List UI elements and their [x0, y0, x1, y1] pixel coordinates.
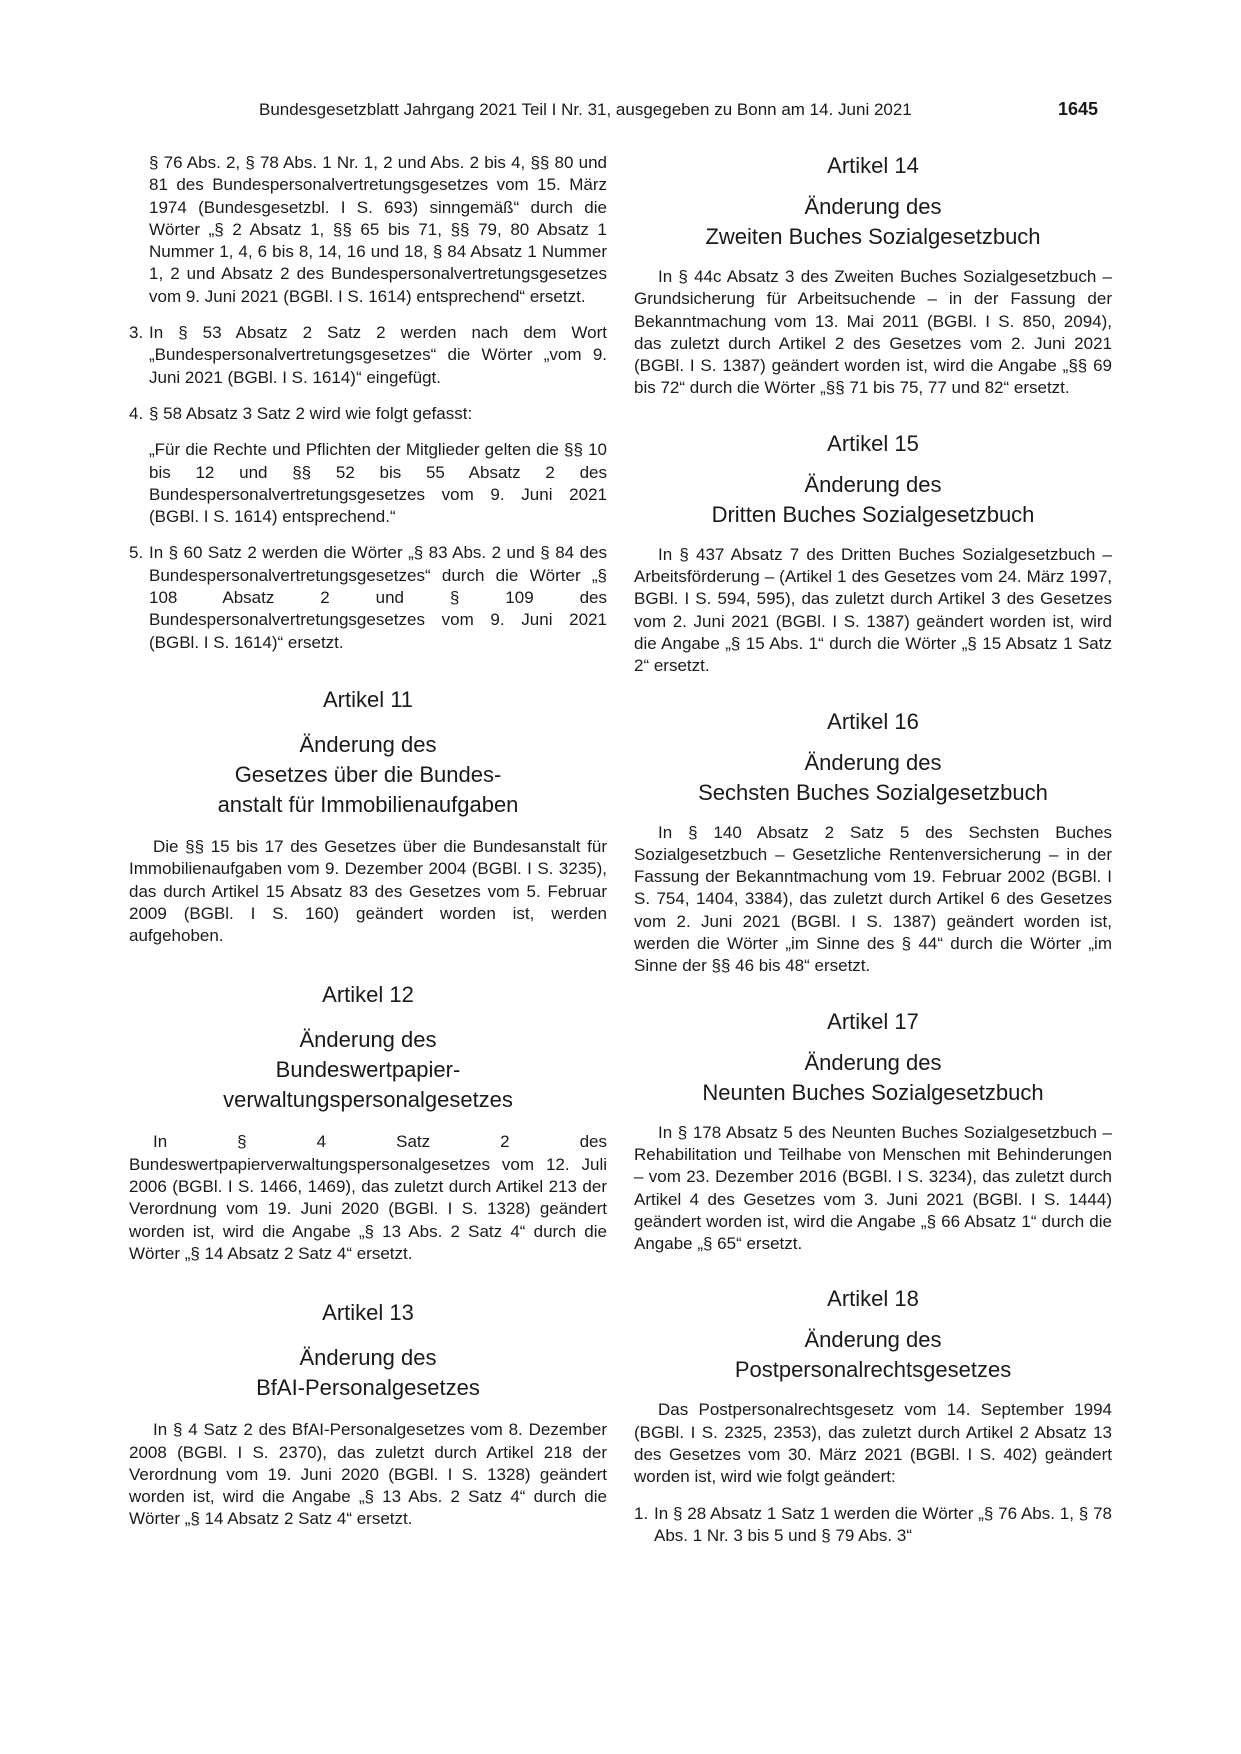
article-title-line: verwaltungspersonalgesetzes [223, 1087, 513, 1113]
list-item [129, 322, 607, 389]
article-body: In § 44c Absatz 3 des Zweiten Buches Sozialgesetzbuch – Grundsicherung für Arbeitsuchende – in der Fassung der Bekanntmachung vom 13. Mai 2011 (BGBl. I S. 850, 2094), das zuletzt durch Artikel 2 des Gesetzes vom 2. Juni 2021 (BGBl. I S. 1387) geändert worden ist, wird die Angabe „§§ 69 bis 72“ durch die Wörter „§§ 71 bis 75, 77 und 82“ ersetzt. [634, 267, 1112, 398]
running-header [0, 100, 1241, 128]
list-item [634, 1503, 1112, 1548]
article-title-line: Gesetzes über die Bundes- [234, 761, 502, 787]
list-number: 5. [129, 543, 144, 563]
article-body: Die §§ 15 bis 17 des Gesetzes über die Bundesanstalt für Immobilienaufgaben vom 9. Dezember 2004 (BGBl. I S. 3235), das durch Artikel 15 Absatz 83 des Gesetzes vom 5. Februar 2009 (BGBl. I S. 160) geändert worden ist, werden aufgehoben. [129, 836, 607, 946]
article-title-line: Änderung des [299, 1027, 437, 1053]
continued-text: § 76 Abs. 2, § 78 Abs. 1 Nr. 1, 2 und Abs. 2 bis 4, §§ 80 und 81 des Bundespersonalvertretungsgesetzes vom 15. März 1974 (Bundesgesetzbl. I S. 693) sinngemäß“ durch die Wörter „§ 2 Absatz 1, §§ 65 bis 71, §§ 79, 80 Absatz 1 Nummer 1, 4, 6 bis 8, 14, 16 und 18, § 84 Absatz 1 Nummer 1, 2 und Absatz 2 des Bundespersonalvertretungsgesetzes vom 9. Juni 2021 (BGBl. I S. 1614) entsprechend“ ersetzt. [149, 153, 607, 306]
list-number: 4. [129, 403, 144, 423]
article-body: In § 140 Absatz 2 Satz 5 des Sechsten Buches Sozialgesetzbuch – Gesetzliche Rentenversicherung – in der Fassung der Bekanntmachung vom 19. Februar 2002 (BGBl. I S. 754, 1404, 3384), das zuletzt durch Artikel 6 des Gesetzes vom 2. Juni 2021 (BGBl. I S. 1387) geändert worden ist, werden die Wörter „im Sinne des § 44“ durch die Wörter „im Sinne der §§ 46 bis 48“ ersetzt. [634, 822, 1112, 976]
list-text: In § 28 Absatz 1 Satz 1 werden die Wörter „§ 76 Abs. 1, § 78 Abs. 1 Nr. 3 bis 5 und § 79 Abs. 3“ [654, 1503, 1112, 1545]
article-title-line: BfAI-Personalgesetzes [256, 1375, 480, 1401]
article-body: In § 178 Absatz 5 des Neunten Buches Sozialgesetzbuch – Rehabilitation und Teilhabe von Menschen mit Behinderungen – vom 23. Dezember 2016 (BGBl. I S. 3234), das zuletzt durch Artikel 4 des Gesetzes vom 3. Juni 2021 (BGBl. I S. 1444) geändert worden ist, wird die Angabe „§ 66 Absatz 1“ durch die Angabe „§ 65“ ersetzt. [634, 1122, 1112, 1254]
article-title-line: Änderung des [804, 749, 942, 775]
article-title-line: anstalt für Immobilienaufgaben [217, 791, 519, 817]
article-title-line: Änderung des [804, 1327, 942, 1353]
article-body: In § 4 Satz 2 des BfAI-Personalgesetzes vom 8. Dezember 2008 (BGBl. I S. 2370), das zuletzt durch Artikel 218 der Verordnung vom 19. Juni 2020 (BGBl. I S. 1328) geändert worden ist, wird die Angabe „§ 13 Abs. 2 Satz 4“ durch die Wörter „§ 14 Absatz 2 Satz 4“ ersetzt. [129, 1420, 607, 1529]
article-body: In § 437 Absatz 7 des Dritten Buches Sozialgesetzbuch – Arbeitsförderung – (Artikel 1 des Gesetzes vom 24. März 1997, BGBl. I S. 594, 595), das zuletzt durch Artikel 3 des Gesetzes vom 2. Juni 2021 (BGBl. I S. 1387) geändert worden ist, wird die Angabe „§ 15 Abs. 1“ durch die Wörter „§ 15 Absatz 1 Satz 2“ ersetzt. [634, 544, 1112, 676]
article-heading: Artikel 12 [322, 982, 414, 1008]
article-heading: Artikel 18 [827, 1286, 919, 1312]
article-heading: Artikel 17 [827, 1008, 919, 1034]
list-item [129, 542, 607, 653]
article-title-line: Änderung des [299, 1345, 437, 1371]
article-title-line: Bundeswertpapier- [275, 1057, 461, 1083]
article-title-line: Neunten Buches Sozialgesetzbuch [702, 1079, 1044, 1105]
article-title-line: Zweiten Buches Sozialgesetzbuch [705, 224, 1041, 249]
quoted-text: „Für die Rechte und Pflichten der Mitglieder gelten die §§ 10 bis 12 und §§ 52 bis 55 Absatz 2 des Bundespersonalvertretungsgesetzes vom 9. Juni 2021 (BGBl. I S. 1614) entsprechend.“ [149, 440, 607, 527]
article-title-line: Sechsten Buches Sozialgesetzbuch [698, 779, 1048, 805]
left-column [129, 152, 607, 1531]
article-title-line: Postpersonalrechtsgesetzes [734, 1357, 1012, 1383]
page-number: 1645 [1058, 99, 1099, 119]
article-title-line: Änderung des [299, 731, 437, 757]
article-heading: Artikel 14 [827, 153, 919, 178]
list-number: 3. [129, 323, 144, 343]
right-column [634, 152, 1112, 1547]
article-title-line: Änderung des [804, 1049, 942, 1075]
article-title-line: Änderung des [804, 471, 942, 497]
list-text: In § 53 Absatz 2 Satz 2 werden nach dem Wort „Bundespersonalvertretungsgesetzes“ die Wörter „vom 9. Juni 2021 (BGBl. I S. 1614)“ eingefügt. [149, 323, 607, 387]
article-body: In § 4 Satz 2 des Bundeswertpapierverwaltungspersonalgesetzes vom 12. Juli 2006 (BGBl. I S. 1466, 1469), das zuletzt durch Artikel 213 der Verordnung vom 19. Juni 2020 (BGBl. I S. 1328) geändert worden ist, wird die Angabe „§ 13 Abs. 2 Satz 4“ durch die Wörter „§ 14 Absatz 2 Satz 4“ ersetzt. [129, 1132, 607, 1263]
article-title-line: Dritten Buches Sozialgesetzbuch [711, 501, 1035, 527]
list-text: § 58 Absatz 3 Satz 2 wird wie folgt gefasst: [149, 403, 473, 423]
list-item [129, 403, 607, 425]
list-text: In § 60 Satz 2 werden die Wörter „§ 83 Abs. 2 und § 84 des Bundespersonalvertretungsgesetzes“ durch die Wörter „§ 108 Absatz 2 und § 109 des Bundespersonalvertretungsgesetzes vom 9. Juni 2021 (BGBl. I S. 1614)“ ersetzt. [149, 543, 607, 652]
article-heading: Artikel 15 [827, 430, 919, 456]
article-heading: Artikel 13 [322, 1300, 414, 1326]
article-body: Das Postpersonalrechtsgesetz vom 14. September 1994 (BGBl. I S. 2325, 2353), das zuletzt durch Artikel 2 Absatz 13 des Gesetzes vom 30. März 2021 (BGBl. I S. 402) geändert worden ist, wird wie folgt geändert: [634, 1400, 1112, 1487]
running-title: Bundesgesetzblatt Jahrgang 2021 Teil I Nr. 31, ausgegeben zu Bonn am 14. Juni 2021 [259, 100, 912, 119]
article-heading: Artikel 16 [827, 708, 919, 734]
article-heading: Artikel 11 [322, 686, 414, 712]
list-number: 1. [634, 1503, 649, 1523]
article-title-line: Änderung des [804, 194, 942, 219]
